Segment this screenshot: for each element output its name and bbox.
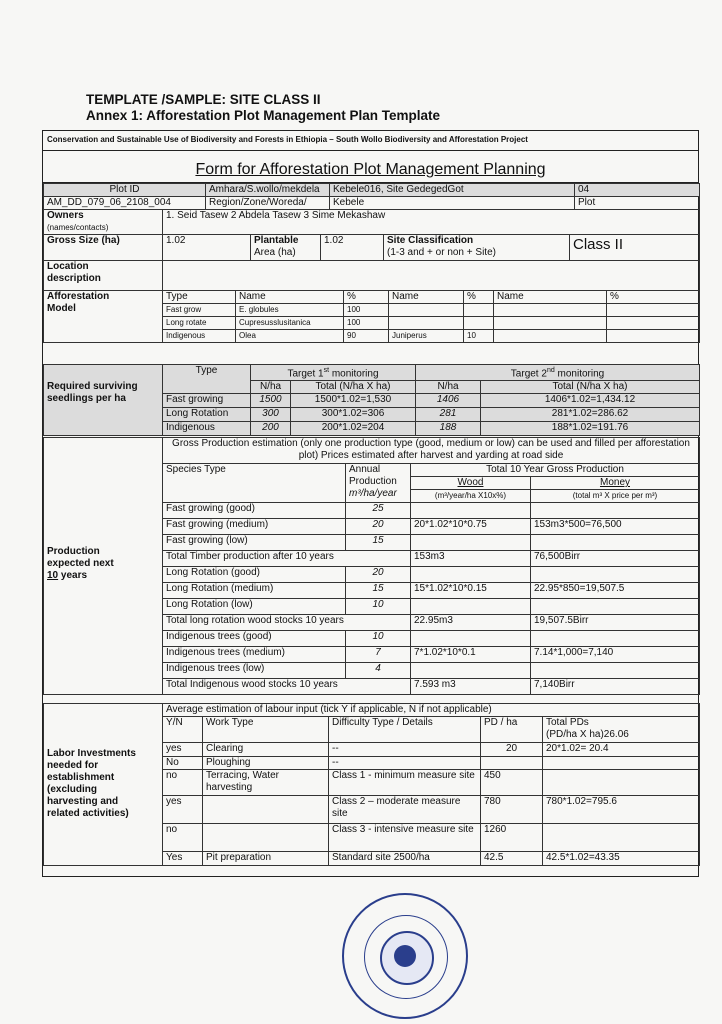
location-label: Location description <box>44 261 163 291</box>
total-pds-header: Total PDs (PD/ha X ha)26.06 <box>543 717 700 743</box>
model-pct-header: % <box>344 291 389 304</box>
total-header: Total (N/ha X ha) <box>291 381 416 394</box>
table-row: no Class 3 - intensive measure site 1260 <box>44 824 700 852</box>
afforestation-model-table <box>43 290 700 343</box>
table-row: Fast growing 1500 1500*1.02=1,530 1406 1406*1.02=1,434.12 <box>44 394 700 408</box>
table-row: no Terracing, Water harvesting Class 1 - minimum measure site 450 <box>44 770 700 796</box>
table-row: Fast growing (good) 25 <box>44 503 700 519</box>
plot-label: Plot <box>575 197 700 210</box>
seedlings-label: Required surviving seedlings per ha <box>44 365 163 436</box>
labor-note: Average estimation of labour input (tick Y if applicable, N if not applicable) <box>163 704 700 717</box>
table-row: Fast growing (low) 15 <box>44 535 700 551</box>
table-row: Indigenous 200 200*1.02=204 188 188*1.02=191.76 <box>44 422 700 436</box>
seedling-type-header: Type <box>163 365 251 394</box>
table-row: Fast growing (medium) 20 20*1.02*10*0.75 153m3*500=76,500 <box>44 519 700 535</box>
gross-size-value: 1.02 <box>163 235 251 261</box>
nha-header: N/ha <box>251 381 291 394</box>
target2-header: Target 2nd monitoring <box>416 365 700 381</box>
management-plan-form <box>42 130 699 877</box>
table-row: Indigenous Olea 90 Juniperus 10 <box>44 330 700 343</box>
labor-table <box>43 703 700 866</box>
owners-label: Owners (names/contacts) <box>44 210 163 235</box>
table-row: Indigenous trees (medium) 7 7*1.02*10*0.1 7.14*1,000=7,140 <box>44 647 700 663</box>
species-type-header: Species Type <box>163 464 346 503</box>
plantable-area-value: 1.02 <box>321 235 384 261</box>
owners-value: 1. Seid Tasew 2 Abdela Tasew 3 Sime Mekashaw <box>163 210 700 235</box>
site-info-table <box>43 209 700 291</box>
region-value: Amhara/S.wollo/mekdela <box>206 184 330 197</box>
plot-number: 04 <box>575 184 700 197</box>
plantable-area-label: Plantable Area (ha) <box>251 235 321 261</box>
table-row: No Ploughing -- <box>44 757 700 770</box>
model-name3-header: Name <box>494 291 607 304</box>
afforestation-model-label: Afforestation Model <box>44 291 163 343</box>
total2-header: Total (N/ha X ha) <box>481 381 700 394</box>
table-row: Total Indigenous wood stocks 10 years 7.593 m3 7,140Birr <box>44 679 700 695</box>
plot-id-label: Plot ID <box>44 184 206 197</box>
table-row: Long Rotation (low) 10 <box>44 599 700 615</box>
work-type-header: Work Type <box>203 717 329 743</box>
nha2-header: N/ha <box>416 381 481 394</box>
labor-label: Labor Investments needed for establishment (excluding harvesting and related activities) <box>44 704 163 866</box>
production-note: Gross Production estimation (only one production type (good, medium or low) can be used and filled per afforestation plot) Prices estimated after harvest and yarding at road side <box>163 438 700 464</box>
wood-subheader: (m³/year/ha X10x%) <box>411 490 531 503</box>
money-header: Money <box>531 477 700 490</box>
table-row: Long Rotation (medium) 15 15*1.02*10*0.15 22.95*850=19,507.5 <box>44 583 700 599</box>
table-row: Fast grow E. globules 100 <box>44 304 700 317</box>
gross-size-label: Gross Size (ha) <box>44 235 163 261</box>
pdha-header: PD / ha <box>481 717 543 743</box>
seal-emblem-icon <box>394 945 416 967</box>
region-label: Region/Zone/Woreda/ <box>206 197 330 210</box>
site-class-value: Class II <box>570 235 700 261</box>
production-table <box>43 437 700 695</box>
money-subheader: (total m³ X price per m³) <box>531 490 700 503</box>
site-classification-label: Site Classification (1-3 and + or non + Site) <box>384 235 570 261</box>
difficulty-header: Difficulty Type / Details <box>329 717 481 743</box>
table-row: Yes Pit preparation Standard site 2500/ha 42.5 42.5*1.02=43.35 <box>44 852 700 866</box>
annual-production-header: Annual Production m³/ha/year <box>346 464 411 503</box>
table-row: yes Clearing -- 20 20*1.02= 20.4 <box>44 743 700 757</box>
template-heading: TEMPLATE /SAMPLE: SITE CLASS II <box>86 92 321 107</box>
plot-id-value: AM_DD_079_06_2108_004 <box>44 197 206 210</box>
project-title: Conservation and Sustainable Use of Biodiversity and Forests in Ethiopia – South Wollo Biodiversity and Afforestation Project <box>43 131 698 151</box>
gross-production-header: Total 10 Year Gross Production <box>411 464 700 477</box>
yn-header: Y/N <box>163 717 203 743</box>
model-name-header: Name <box>236 291 344 304</box>
official-seal-stamp <box>342 893 468 1019</box>
kebele-value: Kebele016, Site GedegedGot <box>330 184 575 197</box>
table-row: Long rotate Cupresusslusitanica 100 <box>44 317 700 330</box>
production-label: Production expected next 10 years <box>44 438 163 695</box>
model-pct2-header: % <box>464 291 494 304</box>
location-value <box>163 261 700 291</box>
table-row: Indigenous trees (good) 10 <box>44 631 700 647</box>
table-row: Long Rotation 300 300*1.02=306 281 281*1.02=286.62 <box>44 408 700 422</box>
table-row: Indigenous trees (low) 4 <box>44 663 700 679</box>
table-row: Long Rotation (good) 20 <box>44 567 700 583</box>
annex-heading: Annex 1: Afforestation Plot Management Plan Template <box>86 108 441 123</box>
target1-header: Target 1st monitoring <box>251 365 416 381</box>
model-type-header: Type <box>163 291 236 304</box>
plot-id-table <box>43 183 700 210</box>
model-name2-header: Name <box>389 291 464 304</box>
wood-header: Wood <box>411 477 531 490</box>
kebele-label: Kebele <box>330 197 575 210</box>
table-row: Total long rotation wood stocks 10 years 22.95m3 19,507.5Birr <box>44 615 700 631</box>
model-pct3-header: % <box>607 291 700 304</box>
form-title: Form for Afforestation Plot Management Planning <box>43 151 698 183</box>
seedlings-table <box>43 364 700 436</box>
table-row: yes Class 2 – moderate measure site 780 780*1.02=795.6 <box>44 796 700 824</box>
table-row: Total Timber production after 10 years 153m3 76,500Birr <box>44 551 700 567</box>
